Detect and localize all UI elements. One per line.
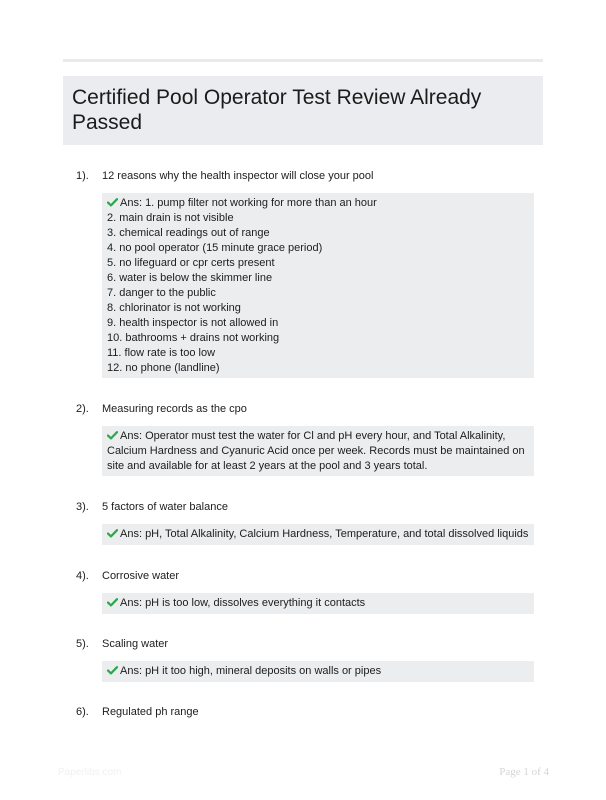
- answer-line: 4. no pool operator (15 minute grace period): [107, 242, 323, 254]
- answer-line: 6. water is below the skimmer line: [107, 272, 273, 284]
- answer-line: 3. chemical readings out of range: [107, 227, 270, 239]
- answer-line: 10. bathrooms + drains not working: [107, 332, 280, 344]
- question-text: Regulated ph range: [102, 706, 199, 718]
- answer-text: Ans: pH, Total Alkalinity, Calcium Hardness, Temperature, and total dissolved liquids: [120, 528, 529, 540]
- answer-box-4: [102, 593, 534, 614]
- answer-line: 12. no phone (landline): [107, 362, 220, 374]
- answer-text: Ans: pH is too low, dissolves everything it contacts: [120, 597, 366, 609]
- question-number: 5).: [76, 638, 89, 650]
- question-text: Corrosive water: [102, 570, 180, 582]
- answer-line: 7. danger to the public: [107, 287, 216, 299]
- top-divider: [63, 59, 543, 62]
- answer-line: 11. flow rate is too low: [107, 347, 216, 359]
- answer-box-1: [102, 193, 534, 378]
- answer-line: [107, 596, 528, 611]
- page-number: Page 1 of 4: [499, 766, 549, 778]
- answer-line: 2. main drain is not visible: [107, 212, 234, 224]
- answer-text: Ans: Operator must test the water for Cl and pH every hour, and Total Alkalinity, Calcium Hardness and Cyanuric Acid once per week. Records must be maintained on site and available for at least 2 years at the pool and 3 years total.: [107, 430, 525, 472]
- answer-box-2: [102, 426, 534, 476]
- answer-line: 9. health inspector is not allowed in: [107, 317, 279, 329]
- question-number: 4).: [76, 570, 89, 582]
- question-number: 2).: [76, 403, 89, 415]
- answer-text: Ans: 1. pump filter not working for more than an hour: [120, 197, 377, 209]
- answer-box-5: [102, 661, 534, 682]
- question-text: Scaling water: [102, 638, 169, 650]
- title-banner: [63, 76, 543, 145]
- answer-text: Ans: pH it too high, mineral deposits on walls or pipes: [120, 665, 382, 677]
- question-text: Measuring records as the cpo: [102, 403, 247, 415]
- answer-paragraph: [107, 429, 528, 474]
- question-number: 3).: [76, 501, 89, 513]
- footer-site-watermark: Paperlibs.com: [58, 767, 122, 778]
- question-number: 6).: [76, 706, 89, 718]
- check-icon: [107, 529, 118, 538]
- answer-line: [107, 664, 528, 679]
- check-icon: [107, 198, 118, 207]
- check-icon: [107, 598, 118, 607]
- check-icon: [107, 666, 118, 675]
- check-icon: [107, 431, 118, 440]
- question-text: 5 factors of water balance: [102, 501, 228, 513]
- answer-line: 8. chlorinator is not working: [107, 302, 241, 314]
- answer-line: [107, 196, 528, 211]
- question-text: 12 reasons why the health inspector will close your pool: [102, 170, 374, 182]
- page-title: Certified Pool Operator Test Review Already Passed: [72, 86, 482, 134]
- question-number: 1).: [76, 170, 89, 182]
- answer-box-3: [102, 524, 534, 545]
- answer-line: 5. no lifeguard or cpr certs present: [107, 257, 275, 269]
- answer-line: [107, 527, 528, 542]
